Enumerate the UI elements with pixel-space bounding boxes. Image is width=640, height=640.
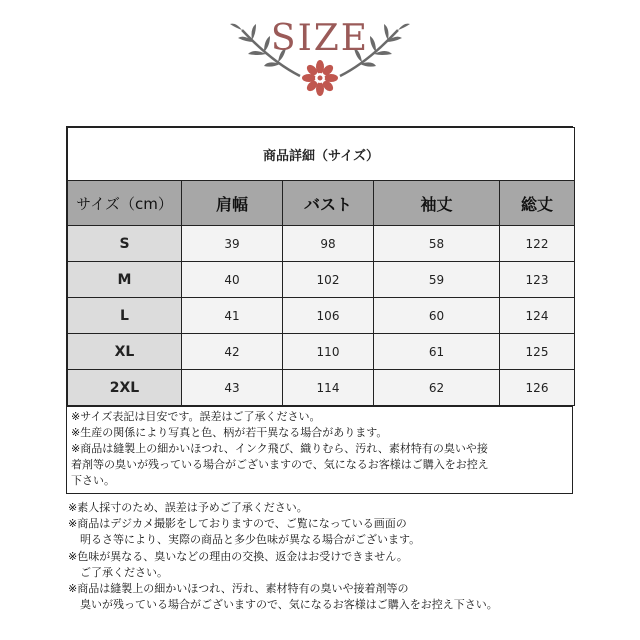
shoulder-cell: 41 — [182, 298, 283, 334]
sleeve-cell: 59 — [374, 262, 500, 298]
page-title: SIZE — [270, 18, 370, 59]
size-cell: S — [68, 226, 182, 262]
column-header-bust: バスト — [283, 181, 374, 226]
sleeve-cell: 60 — [374, 298, 500, 334]
table-row — [68, 370, 575, 406]
note-line: ※サイズ表記は目安です。誤差はご了承ください。 — [71, 410, 321, 423]
column-header-shoulder: 肩幅 — [182, 181, 283, 226]
length-cell: 122 — [500, 226, 575, 262]
bottom-notes — [68, 500, 608, 613]
size-cell: 2XL — [68, 370, 182, 406]
note-line: 明るさ等により、実際の商品と多少色味が異なる場合がございます。 — [80, 533, 421, 547]
length-cell: 126 — [500, 370, 575, 406]
header — [0, 0, 640, 110]
column-header-length: 総丈 — [500, 181, 575, 226]
column-header-size: サイズ（cm） — [68, 181, 182, 226]
table-row — [68, 334, 575, 370]
sleeve-cell: 62 — [374, 370, 500, 406]
shoulder-cell: 42 — [182, 334, 283, 370]
bust-cell: 106 — [283, 298, 374, 334]
bust-cell: 110 — [283, 334, 374, 370]
column-header-sleeve: 袖丈 — [374, 181, 500, 226]
bust-cell: 98 — [283, 226, 374, 262]
note-line: 下さい。 — [71, 474, 115, 487]
shoulder-cell: 40 — [182, 262, 283, 298]
length-cell: 124 — [500, 298, 575, 334]
bust-cell: 102 — [283, 262, 374, 298]
flower-icon — [302, 60, 338, 96]
shoulder-cell: 39 — [182, 226, 283, 262]
shoulder-cell: 43 — [182, 370, 283, 406]
size-cell: M — [68, 262, 182, 298]
table-row — [68, 226, 575, 262]
note-line: ※色味が異なる、臭いなどの理由の交換、返金はお受けできません。 — [68, 549, 408, 563]
table-notes — [67, 406, 572, 493]
note-line: ※商品は縫製上の細かいほつれ、インク飛び、織りむら、汚れ、素材特有の臭いや接 — [71, 442, 488, 455]
note-line: ※素人採寸のため、誤差は予めご了承ください。 — [68, 501, 308, 514]
bust-cell: 114 — [283, 370, 374, 406]
note-line: ご了承ください。 — [80, 565, 168, 579]
size-table — [66, 126, 573, 494]
table-header-row — [68, 181, 575, 226]
length-cell: 125 — [500, 334, 575, 370]
size-cell: L — [68, 298, 182, 334]
note-line: 着剤等の臭いが残っている場合がございますので、気になるお客様はご購入をお控え — [71, 458, 489, 471]
sleeve-cell: 61 — [374, 334, 500, 370]
table-row — [68, 262, 575, 298]
sleeve-cell: 58 — [374, 226, 500, 262]
note-line: ※商品は縫製上の細かいほつれ、汚れ、素材特有の臭いや接着剤等の — [68, 582, 409, 596]
note-line: 臭いが残っている場合がございますので、気になるお客様はご購入をお控え下さい。 — [80, 598, 498, 612]
size-cell: XL — [68, 334, 182, 370]
note-line: ※生産の関係により写真と色、柄が若干異なる場合があります。 — [71, 426, 388, 439]
length-cell: 123 — [500, 262, 575, 298]
table-caption: 商品詳細（サイズ） — [68, 128, 575, 181]
table-row — [68, 298, 575, 334]
note-line: ※商品はデジカメ撮影をしておりますので、ご覧になっている画面の — [68, 517, 407, 531]
